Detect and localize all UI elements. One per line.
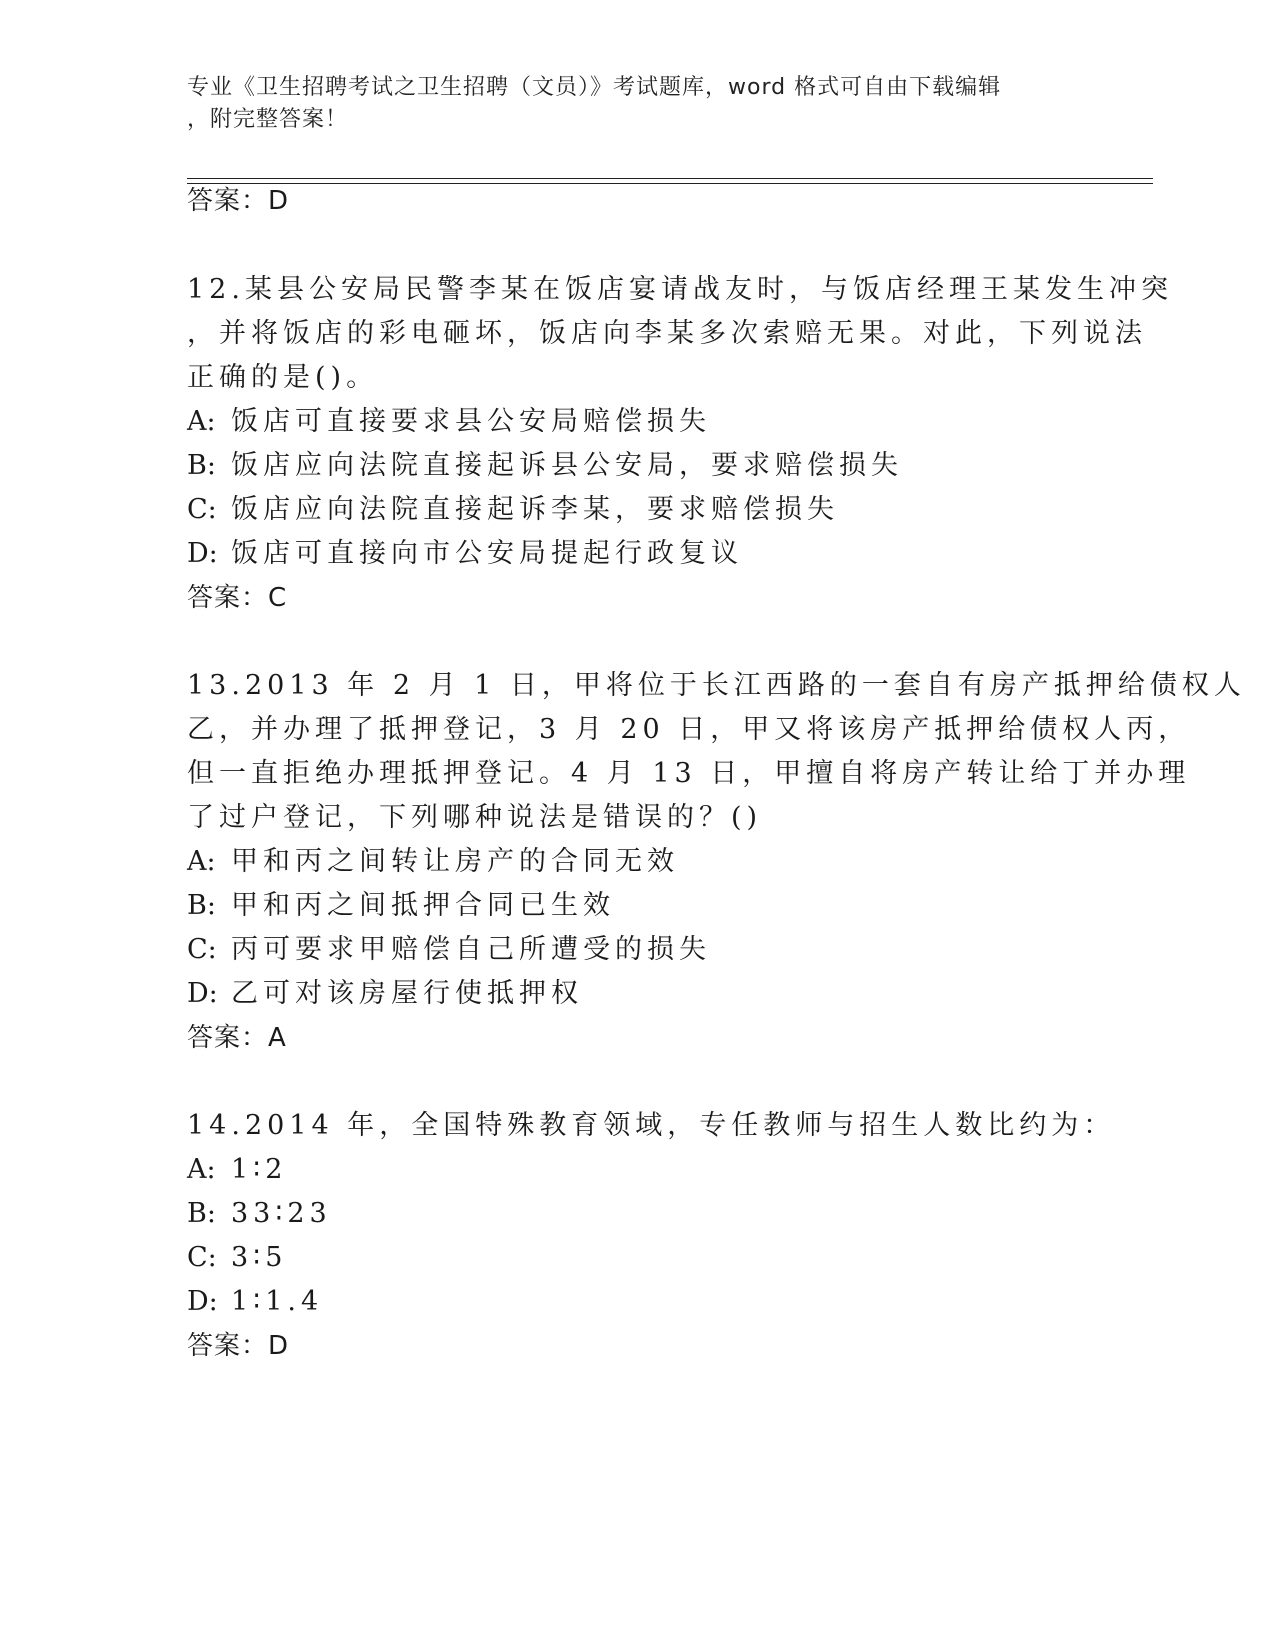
q14-option-a-text: 1∶2: [231, 1154, 288, 1185]
q12-option-d-text: 饭店可直接向市公安局提起行政复议: [231, 538, 743, 569]
header-divider-top: [187, 178, 1153, 179]
q13-option-a-text: 甲和丙之间转让房产的合同无效: [231, 846, 679, 877]
q13-option-c-text: 丙可要求甲赔偿自己所遭受的损失: [231, 934, 711, 965]
q13-option-c-letter: C:: [187, 934, 217, 965]
q14-option-b-letter: B:: [187, 1198, 216, 1229]
q13-option-d-text: 乙可对该房屋行使抵押权: [231, 978, 583, 1009]
q14-option-d-text: 1∶1.4: [231, 1286, 324, 1317]
q13-stem-line-4: 了过户登记，下列哪种说法是错误的？(): [187, 802, 763, 833]
q12-option-a-text: 饭店可直接要求县公安局赔偿损失: [231, 406, 711, 437]
q13-option-a-letter: A:: [187, 846, 216, 877]
q14-option-c-letter: C:: [187, 1242, 217, 1273]
q14-option-a: [187, 1152, 287, 1188]
q12-option-c: [187, 492, 839, 528]
q14-option-b-text: 33∶23: [231, 1198, 332, 1229]
q14-option-a-letter: A:: [187, 1154, 216, 1185]
q13-stem-line-2: 乙，并办理了抵押登记，3 月 20 日，甲又将该房产抵押给债权人丙，: [187, 714, 1191, 745]
q12-option-a-letter: A:: [187, 406, 216, 437]
q12-stem-line-1: 12.某县公安局民警李某在饭店宴请战友时，与饭店经理王某发生冲突: [187, 274, 1173, 305]
q14-stem-line-1: 14.2014 年，全国特殊教育领域，专任教师与招生人数比约为：: [187, 1110, 1116, 1141]
q12-option-b-text: 饭店应向法院直接起诉县公安局，要求赔偿损失: [231, 450, 903, 481]
q12-option-c-text: 饭店应向法院直接起诉李某，要求赔偿损失: [231, 494, 839, 525]
q12-option-d-letter: D:: [187, 538, 218, 569]
q13-option-a: [187, 844, 679, 880]
q14-option-b: [187, 1196, 332, 1232]
q13-answer: 答案：A: [187, 1023, 287, 1053]
q12-option-d: [187, 536, 743, 572]
q12-stem-line-3: 正确的是()。: [187, 362, 379, 393]
q14-option-d-letter: D:: [187, 1286, 218, 1317]
q13-option-b: [187, 888, 615, 924]
q13-option-b-letter: B:: [187, 890, 216, 921]
header-line-1: 专业《卫生招聘考试之卫生招聘（文员）》考试题库，word 格式可自由下载编辑: [187, 75, 1002, 100]
q12-stem-line-2: ，并将饭店的彩电砸坏，饭店向李某多次索赔无果。对此，下列说法: [187, 318, 1147, 349]
q12-option-b-letter: B:: [187, 450, 216, 481]
q12-answer: 答案：C: [187, 583, 288, 613]
q13-option-b-text: 甲和丙之间抵押合同已生效: [231, 890, 615, 921]
q13-option-d-letter: D:: [187, 978, 218, 1009]
q14-option-d: [187, 1284, 323, 1320]
q13-option-c: [187, 932, 711, 968]
q12-option-c-letter: C:: [187, 494, 217, 525]
q13-option-d: [187, 976, 583, 1012]
q12-option-b: [187, 448, 903, 484]
q13-stem-line-1: 13.2013 年 2 月 1 日，甲将位于长江西路的一套自有房产抵押给债权人: [187, 670, 1246, 701]
q13-stem-line-3: 但一直拒绝办理抵押登记。4 月 13 日，甲擅自将房产转让给丁并办理: [187, 758, 1191, 789]
q12-option-a: [187, 404, 711, 440]
previous-answer: 答案：D: [187, 186, 290, 216]
q14-answer: 答案：D: [187, 1331, 290, 1361]
q14-option-c: [187, 1240, 287, 1276]
page-header: [187, 72, 1087, 136]
header-line-2: ，附完整答案！: [187, 107, 349, 132]
header-divider-bottom: [187, 183, 1153, 184]
q14-option-c-text: 3∶5: [231, 1242, 288, 1273]
